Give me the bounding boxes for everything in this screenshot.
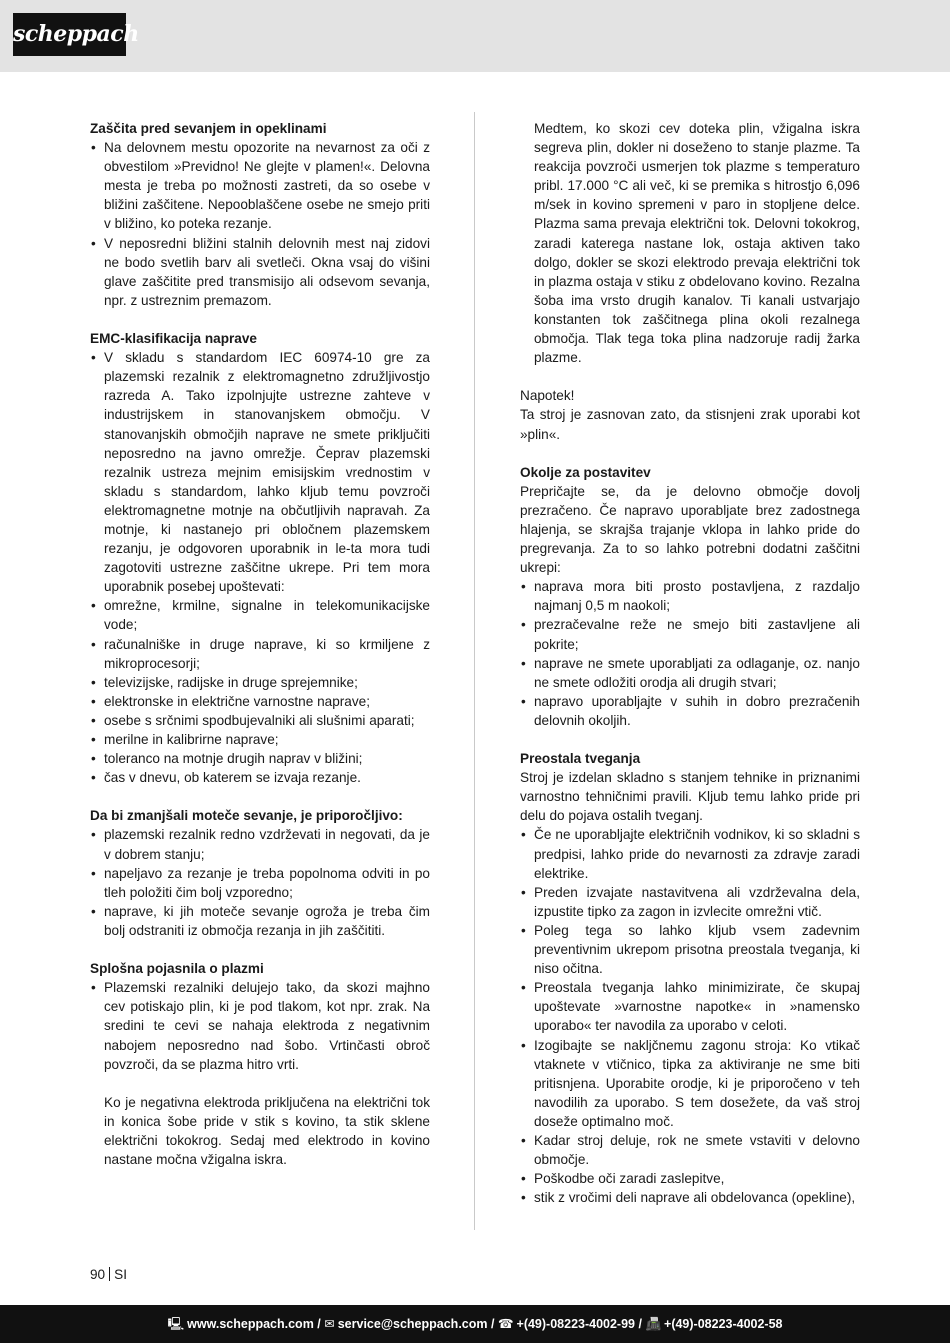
footer-email[interactable]: service@scheppach.com / (337, 1317, 495, 1331)
bullet-item: • Preden izvajate nastavitvena ali vzdrževalna dela, izpustite tipko za zagon in izvlecite omrežni vtič. (520, 883, 860, 921)
bullet-item: • naprava mora biti prosto postavljena, z razdaljo najmanj 0,5 m naokoli; (520, 577, 860, 615)
bullet-item: • naprave ne smete uporabljati za odlaganje, oz. nanjo ne smete odložiti orodja ali drugih stvari; (520, 654, 860, 692)
bullet-item: • Kadar stroj deluje, rok ne smete vstaviti v delovno območje. (520, 1131, 860, 1169)
section-heading: EMC-klasifikacija naprave (90, 331, 257, 347)
bullet-item: • računalniške in druge naprave, ki so krmiljene z mikroprocesorji; (90, 635, 430, 673)
left-column (90, 119, 430, 1169)
bullet-item: • V skladu s standardom IEC 60974-10 gre za plazemski rezalnik z elektromagnetno združljivostjo razreda A. Tako izpolnjujte ustrezne zahteve v industrijskem in stanovanjskem območju. V stanovanjskih območjih naprave ne smete priključiti neposredno na javno omrežje. Čeprav plazemski rezalnik ustreza mejnim emisijskim vrednostim v skladu s standardom, lahko kljub temu povzroči elektromagnetne motnje na občutljivih napravah. Za motnje, ki nastanejo pri obločnem plazemskem rezanju, je odgovoren uporabnik in le-ta mora tudi zagotoviti ustrezne zaščitne ukrepe. Pri tem mora uporabnik posebej upoštevati: (90, 348, 430, 596)
paragraph-spacer (90, 1074, 430, 1093)
paragraph-spacer (90, 787, 430, 806)
section-heading: Splošna pojasnila o plazmi (90, 961, 264, 977)
section-heading: Zaščita pred sevanjem in opeklinami (90, 121, 327, 136)
bullet-item: • naprave, ki jih moteče sevanje ogroža je treba čim bolj odstraniti iz območja rezanja in jih zaščititi. (90, 902, 430, 940)
bullet-item: • Če ne uporabljajte električnih vodnikov, ki so skladni s predpisi, lahko pride do nevarnosti za zdravje zaradi elektrike. (520, 825, 860, 882)
bullet-item: • Poleg tega so lahko kljub vsem zadevnim preventivnim ukrepom prisotna preostala tveganja, ki niso očitna. (520, 921, 860, 978)
page-language: SI (114, 1267, 127, 1282)
footer-website[interactable]: www.scheppach.com / (187, 1317, 321, 1331)
footer-phone: +(49)-08223-4002-99 / (516, 1317, 642, 1331)
bullet-item: • merilne in kalibrirne naprave; (90, 730, 430, 749)
fax-icon: 📠 (645, 1317, 662, 1331)
bullet-item: • čas v dnevu, ob katerem se izvaja rezanje. (90, 768, 430, 787)
bullet-item: • prezračevalne reže ne smejo biti zastavljene ali pokrite; (520, 615, 860, 653)
page-number-separator (109, 1267, 110, 1281)
mail-icon: ✉ (324, 1317, 335, 1331)
paragraph-spacer (90, 940, 430, 959)
paragraph-spacer (90, 310, 430, 329)
bullet-item: • Poškodbe oči zaradi zaslepitve, (520, 1169, 860, 1188)
bullet-item: • televizijske, radijske in druge sprejemnike; (90, 673, 430, 692)
bullet-item: • stik z vročimi deli naprave ali obdelovanca (opekline), (520, 1188, 860, 1207)
bullet-item: • osebe s srčnimi spodbujevalniki ali slušnimi aparati; (90, 711, 430, 730)
bullet-item: • napravo uporabljajte v suhih in dobro prezračenih delovnih okoljih. (520, 692, 860, 730)
bullet-item: • plazemski rezalnik redno vzdrževati in negovati, da je v dobrem stanju; (90, 825, 430, 863)
page-number-value: 90 (90, 1267, 106, 1282)
paragraph-spacer (520, 444, 860, 463)
computer-icon: 🖳 (167, 1317, 185, 1331)
bullet-item: • Izogibajte se nakljčnemu zagonu stroja: Ko vtikač vtaknete v vtičnico, tipka za aktiviranje ne sme biti pritisnjena. Uporabite orodje, ki je priporočeno v teh navodilih za uporabo. S tem dosežete, da vaš stroj doseže optimalno moč. (520, 1036, 860, 1131)
section-heading: Da bi zmanjšali moteče sevanje, je priporočljivo: (90, 808, 403, 824)
page-number (90, 1265, 127, 1284)
bullet-item: • Na delovnem mestu opozorite na nevarnost za oči z obvestilom »Previdno! Ne glejte v plamen!«. Delovna mesta je treba po možnosti zastreti, da so osebe v bližini zaščitene. Nepooblaščene osebe ne smejo priti v bližino, ko poteka rezanje. (90, 138, 430, 233)
column-divider (474, 112, 475, 1230)
bullet-item: • napeljavo za rezanje je treba popolnoma odviti in po tleh položiti čim bolj vzporedno; (90, 864, 430, 902)
paragraph: Prepričajte se, da je delovno območje dovolj prezračeno. Če napravo uporabljate brez zadostnega hlajenja, se skrajša trajanje vklopa in lahko pride do pregrevanja. Za to so lahko potrebni dodatni zaščitni ukrepi: (520, 483, 860, 576)
bullet-item: • Preostala tveganja lahko minimizirate, če skupaj upoštevate »varnostne napotke« in »namensko uporabo« ter navodila za uporabo v celoti. (520, 978, 860, 1035)
paragraph: Stroj je izdelan skladno s stanjem tehnike in priznanimi varnostno tehničnimi pravili. Kljub temu lahko pride pri delu do pojava ostalih tveganj. (520, 770, 860, 824)
indented-paragraph: Ko je negativna elektroda priključena na električni tok in konica šobe pride v stik s kovino, ta stik sklene električni tokokrog. Sedaj med elektrodo in kovino nastane močna vžigalna iskra. (104, 1094, 430, 1168)
bullet-item: • V neposredni bližini stalnih delovnih mest naj zidovi ne bodo svetlih barv ali svetleči. Okna vsaj do višini glave zaščitite pred transmisijo ali odsevom sevanja, npr. z ustreznim premazom. (90, 234, 430, 310)
right-column (520, 119, 860, 1207)
section-heading: Okolje za postavitev (520, 464, 651, 480)
bullet-item: • omrežne, krmilne, signalne in telekomunikacijske vode; (90, 596, 430, 634)
bullet-item: • elektronske in električne varnostne naprave; (90, 692, 430, 711)
paragraph: Napotek! (520, 388, 575, 404)
brand-logo: scheppach (13, 13, 126, 56)
section-heading: Preostala tveganja (520, 751, 641, 767)
footer-bar (0, 1305, 950, 1343)
paragraph-spacer (520, 367, 860, 386)
bullet-item: • toleranco na motnje drugih naprav v bližini; (90, 749, 430, 768)
bullet-item: • Plazemski rezalniki delujejo tako, da skozi majhno cev potiskajo plin, ki je pod tlakom, kot npr. zrak. Na sredini te cevi se nahaja elektroda z negativnim nabojem neposredno nad šobo. Vrtinčasti obroč povzroči, da se plazma hitro vrti. (90, 978, 430, 1073)
phone-icon: ☎ (497, 1317, 514, 1331)
footer-fax: +(49)-08223-4002-58 (664, 1317, 783, 1331)
paragraph-spacer (520, 730, 860, 749)
header-band (0, 0, 950, 72)
paragraph: Ta stroj je zasnovan zato, da stisnjeni zrak uporabi kot »plin«. (520, 407, 860, 442)
indented-paragraph: Medtem, ko skozi cev doteka plin, vžigalna iskra segreva plin, dokler ni doseženo to stanje plazme. Ta reakcija povzroči usmerjen tok plazme s temperaturo pribl. 17.000 °C ali več, ki se premika s hitrostjo 6,096 m/sek in kovino spremeni v paro in stopljene delce. Plazma sama prevaja električni tok. Delovni tokokrog, zaradi katerega nastane lok, ostaja aktiven tako dolgo, dokler se skozi elektrodo prevaja električni tok in plazma ostaja v stiku z obdelovano kovino. Rezalna šoba ima vrsto drugih kanalov. Ti kanali ustvarjajo konstanten tok zaščitnega plina okoli rezalnega območja. Tlak tega toka plina nadzoruje radij žarka plazme. (534, 121, 860, 366)
